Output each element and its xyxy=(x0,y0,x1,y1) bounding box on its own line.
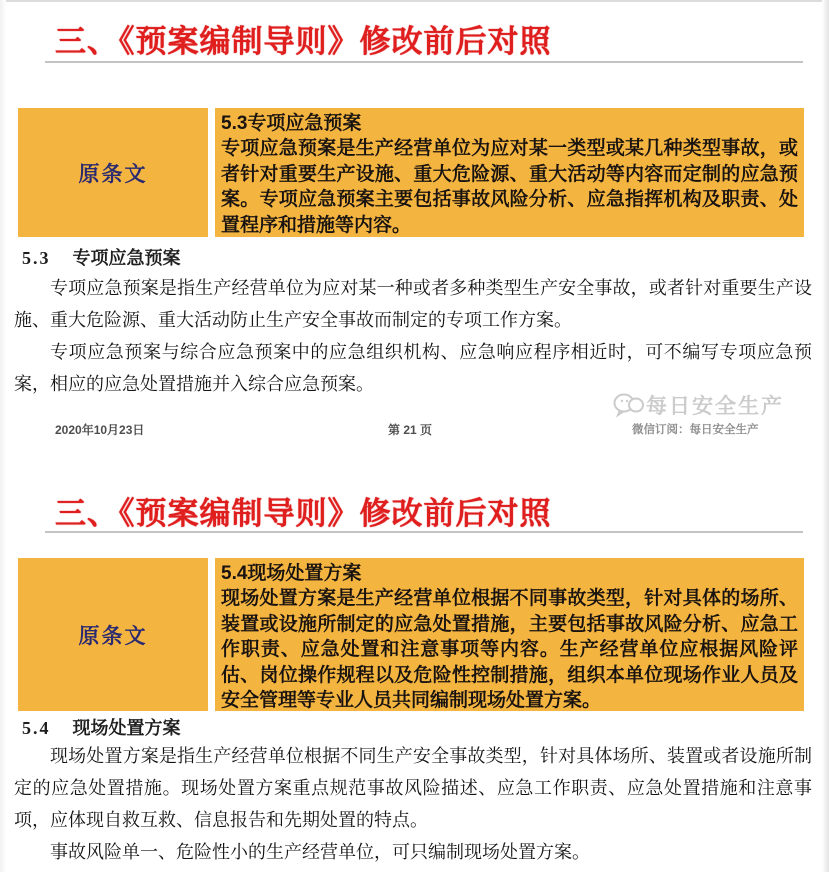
original-clause-label: 原条文 xyxy=(78,162,148,186)
table-cell-divider xyxy=(208,108,215,237)
original-clause-table xyxy=(18,558,804,711)
wechat-bubbles-icon xyxy=(612,390,646,420)
slide-2 xyxy=(0,460,829,872)
section-title: 现场处置方案 xyxy=(72,718,181,738)
body-paragraph: 现场处置方案是指生产经营单位根据不同生产安全事故类型，针对具体场所、装置或者设施所制定的应急处置措施。现场处置方案重点规范事故风险描述、应急工作职责、应急处置措施和注意事项，应体现自救互救、信息报告和先期处置的特点。 xyxy=(14,746,812,830)
table-cell-divider xyxy=(208,558,215,711)
title-underline xyxy=(45,61,803,63)
original-clause-label: 原条文 xyxy=(78,624,148,648)
section-title: 专项应急预案 xyxy=(72,248,181,268)
original-clause-content xyxy=(215,558,804,711)
slide-title: 三、《预案编制导则》修改前后对照 xyxy=(55,24,552,59)
section-number: 5.3 xyxy=(22,248,51,268)
footer-date: 2020年10月23日 xyxy=(55,423,145,437)
watermark xyxy=(612,390,812,437)
watermark-subtitle: 微信订阅：每日安全生产 xyxy=(632,424,759,436)
original-clause-content xyxy=(215,108,804,237)
body-text xyxy=(14,740,812,868)
body-paragraph: 专项应急预案与综合应急预案中的应急组织机构、应急响应程序相近时，可不编写专项应急预案，相应的应急处置措施并入综合应急预案。 xyxy=(14,342,812,394)
clause-heading: 5.4现场处置方案 xyxy=(221,563,362,584)
original-clause-table xyxy=(18,108,804,237)
body-paragraph: 事故风险单一、危险性小的生产经营单位，可只编制现场处置方案。 xyxy=(50,842,590,862)
body-text xyxy=(14,272,812,400)
clause-body: 专项应急预案是生产经营单位为应对某一类型或某几种类型事故，或者针对重要生产设施、重大危险源、重大活动等内容而定制的应急预案。专项应急预案主要包括事故风险分析、应急指挥机构及职责、处置程序和措施等内容。 xyxy=(221,138,798,236)
slide-title: 三、《预案编制导则》修改前后对照 xyxy=(55,496,552,531)
section-number: 5.4 xyxy=(22,718,51,738)
clause-heading: 5.3专项应急预案 xyxy=(221,113,362,134)
footer-page-number: 第 21 页 xyxy=(388,423,433,437)
section-heading xyxy=(22,244,181,270)
clause-body: 现场处置方案是生产经营单位根据不同事故类型，针对具体的场所、装置或设施所制定的应急处置措施，主要包括事故风险分析、应急工作职责、应急处置和注意事项等内容。生产经营单位应根据风险评估、岗位操作规程以及危险性控制措施，组织本单位现场作业人员及安全管理等专业人员共同编制现场处置方案。 xyxy=(221,588,798,711)
title-underline xyxy=(45,531,803,533)
watermark-brand: 每日安全生产 xyxy=(646,395,784,418)
body-paragraph: 专项应急预案是指生产经营单位为应对某一种或者多种类型生产安全事故，或者针对重要生产设施、重大危险源、重大活动防止生产安全事故而制定的专项工作方案。 xyxy=(14,278,812,330)
section-heading xyxy=(22,714,181,740)
